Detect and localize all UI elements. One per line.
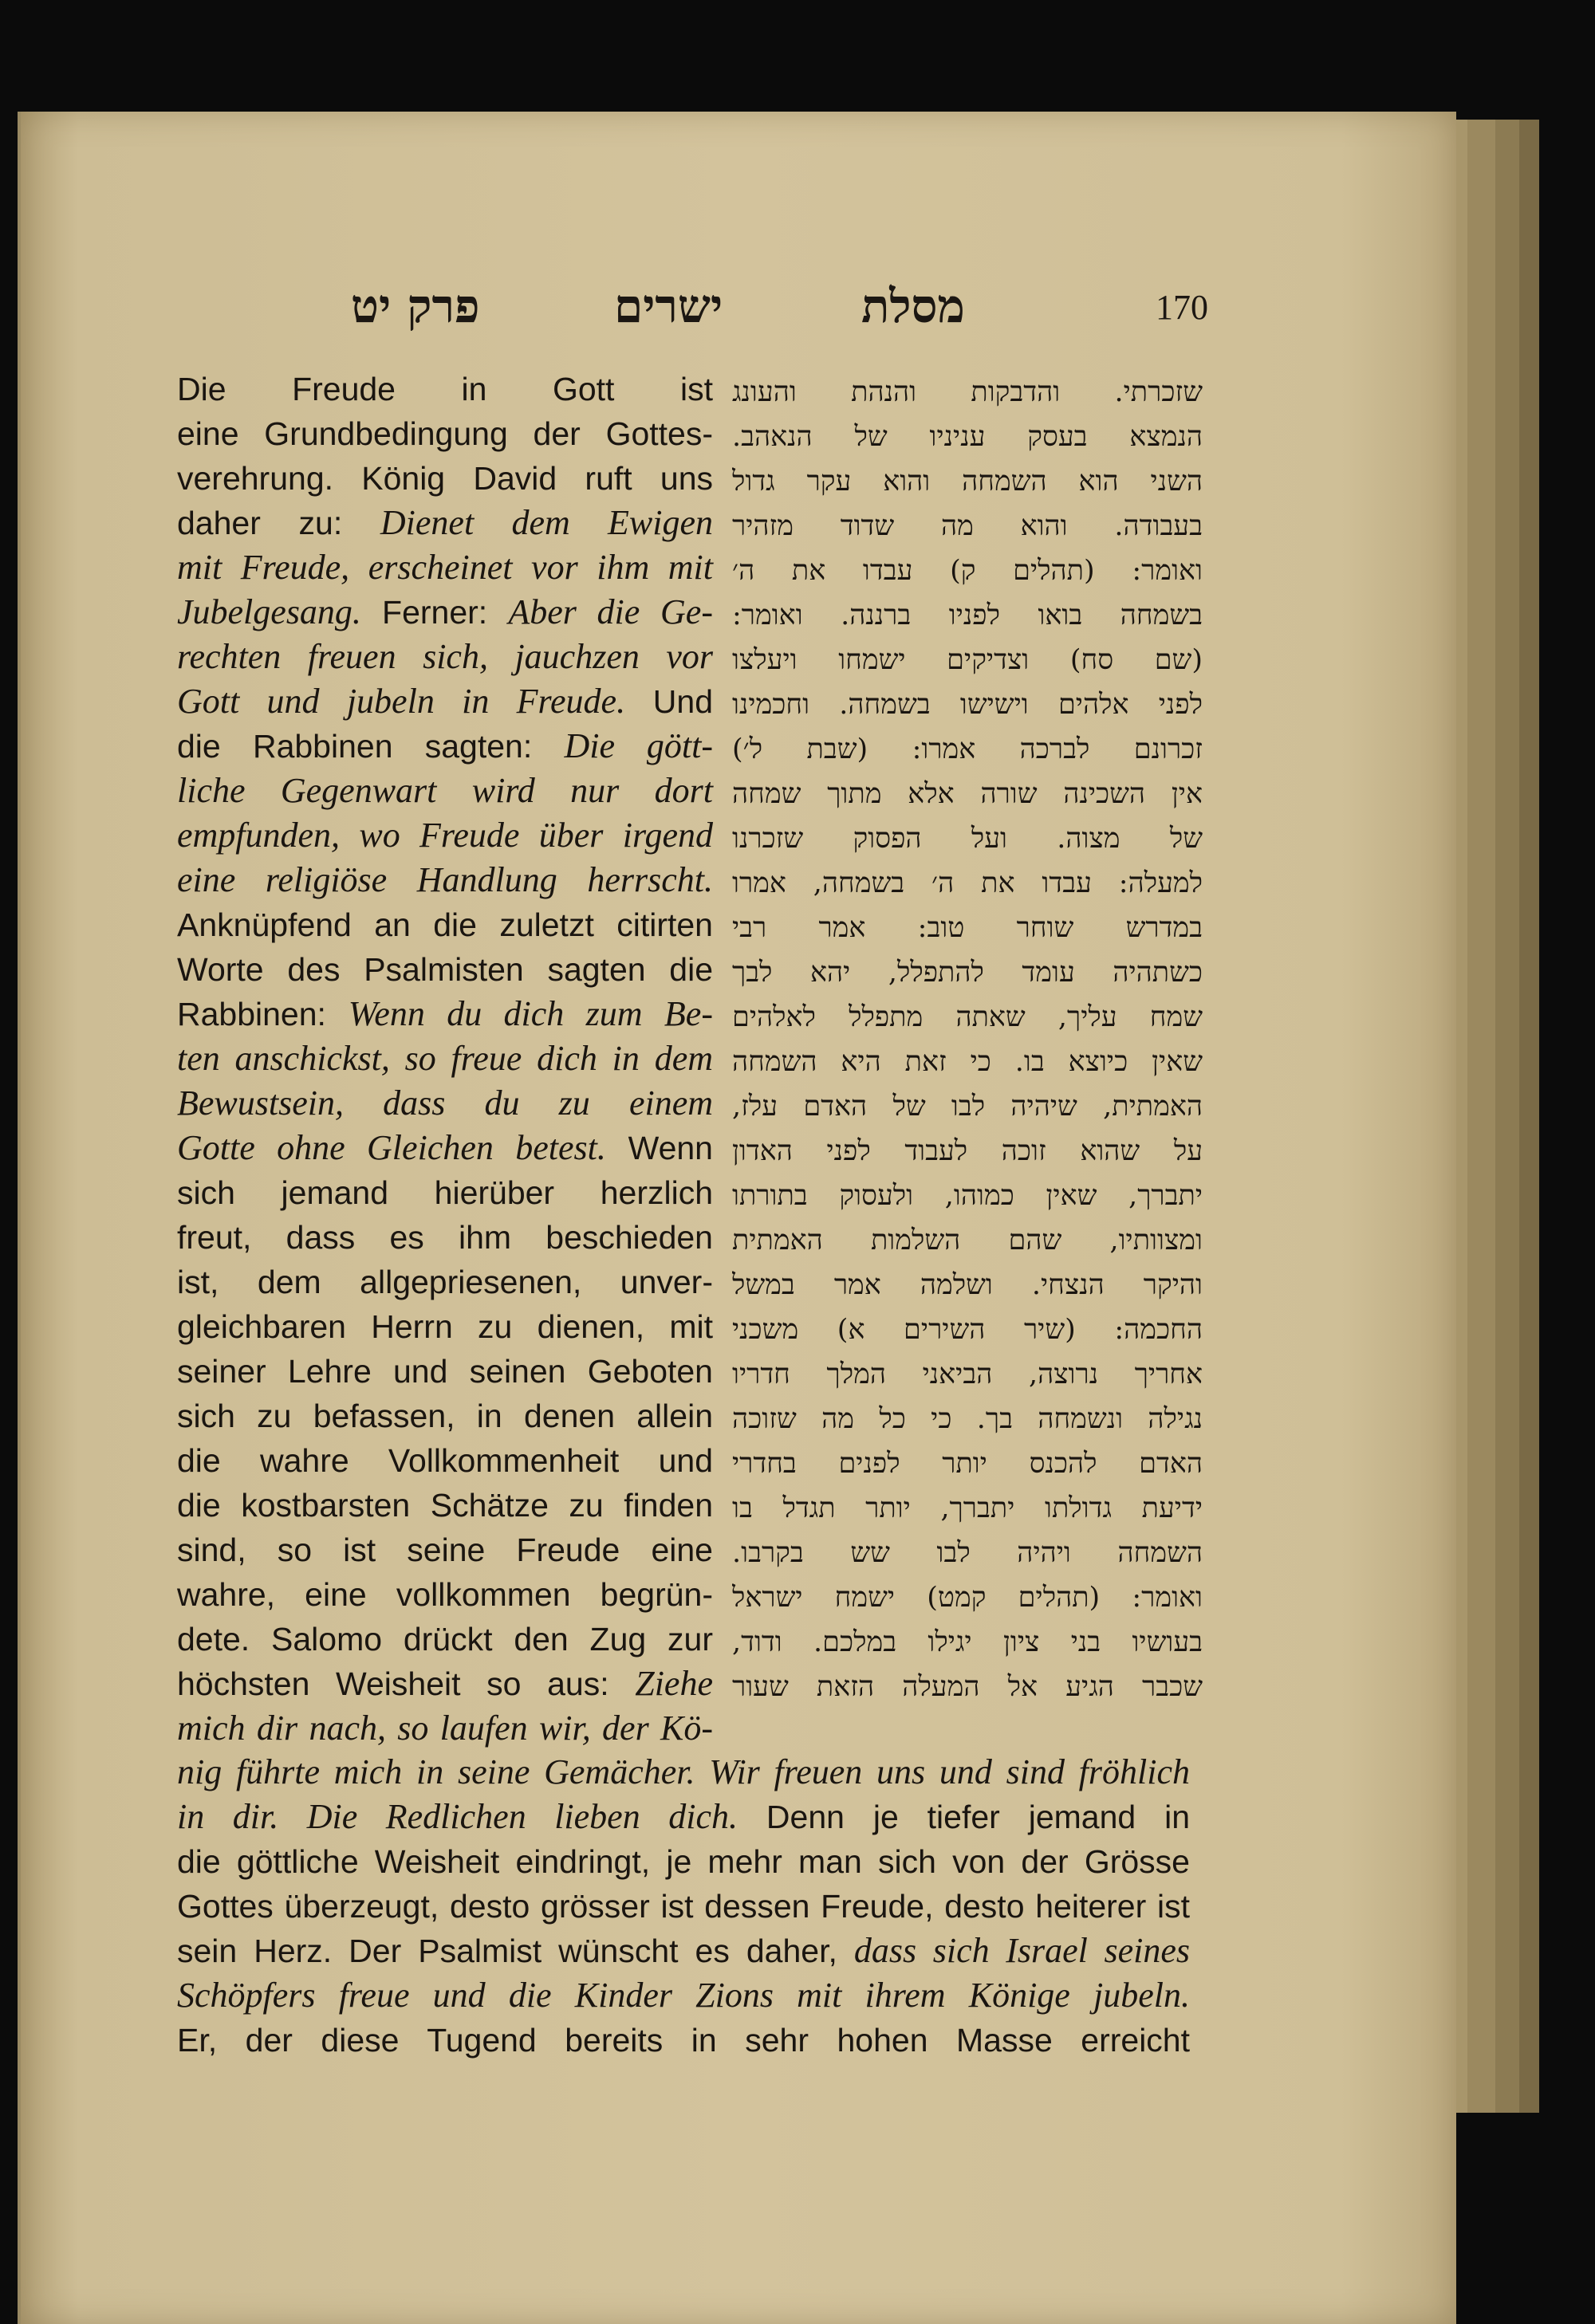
full-width-paragraph xyxy=(177,1750,1190,2063)
italic-quote-text: rechten freuen sich, jauchzen vor xyxy=(177,637,713,676)
text-run: Rabbinen: xyxy=(177,996,349,1032)
german-line xyxy=(177,590,713,635)
italic-quote-text: Aber die Ge- xyxy=(508,592,713,631)
german-column xyxy=(177,367,713,1751)
italic-quote-text: Ziehe xyxy=(635,1664,713,1703)
german-line xyxy=(177,1260,713,1304)
text-run: Gottes überzeugt, desto grösser ist dessen Freude, desto heiterer ist xyxy=(177,1888,1190,1925)
text-run: dete. Salomo drückt den Zug zur xyxy=(177,1621,713,1657)
hebrew-line: הנמצא בעסק עניניו של הנאהב. xyxy=(732,421,1203,453)
italic-quote-text: ten anschickst, so freue dich in dem xyxy=(177,1039,713,1078)
hebrew-line: (שם סח) וצדיקים ישמחו ויעלצו xyxy=(732,644,1203,676)
text-run: sich jemand hierüber herzlich xyxy=(177,1174,713,1211)
german-line xyxy=(177,1394,713,1438)
running-head-title-1: מסלת xyxy=(861,279,965,333)
page-number: 170 xyxy=(1156,288,1208,327)
text-run: gleichbaren Herrn zu dienen, mit xyxy=(177,1308,713,1345)
german-line xyxy=(177,1706,713,1751)
italic-quote-text: dass sich Israel seines xyxy=(853,1931,1190,1970)
hebrew-line: ואומר: (תהלים ק) עבדו את ה׳ xyxy=(732,555,1203,587)
hebrew-line: השני הוא השמחה והוא עקר גדול xyxy=(732,466,1203,497)
german-line xyxy=(177,813,713,858)
german-line xyxy=(177,1349,713,1394)
text-run: freut, dass es ihm beschieden xyxy=(177,1219,713,1256)
german-line xyxy=(177,1036,713,1081)
full-width-line xyxy=(177,1884,1190,1929)
hebrew-line: שאין כיוצא בו. כי זאת היא השמחה xyxy=(732,1046,1203,1078)
hebrew-line: ומצוותיו, שהם השלמות האמתית xyxy=(732,1225,1203,1256)
german-line xyxy=(177,1438,713,1483)
german-line xyxy=(177,769,713,813)
hebrew-line: זכרונם לברכה אמרו: (שבת ל׳) xyxy=(732,733,1203,765)
italic-quote-text: Die gött- xyxy=(564,726,713,765)
text-run: Die Freude in Gott ist xyxy=(177,371,713,407)
german-line xyxy=(177,501,713,545)
german-line xyxy=(177,411,713,456)
italic-quote-text: Jubelgesang. xyxy=(177,592,361,631)
full-width-line xyxy=(177,2018,1190,2063)
italic-quote-text: mit Freude, erscheinet vor ihm mit xyxy=(177,548,713,587)
text-run: sein Herz. Der Psalmist wünscht es daher, xyxy=(177,1933,854,1969)
text-run: die wahre Vollkommenheit und xyxy=(177,1442,713,1479)
text-run: Ferner: xyxy=(360,594,509,631)
running-head-title-2: ישרים xyxy=(614,279,723,333)
italic-quote-text: mich dir nach, so laufen wir, der Kö- xyxy=(177,1709,713,1748)
text-run: daher zu: xyxy=(177,505,380,541)
text-run: Er, der diese Tugend bereits in sehr hohen Masse erreicht xyxy=(177,2022,1190,2059)
text-run: höchsten Weisheit so aus: xyxy=(177,1665,636,1702)
german-line xyxy=(177,1081,713,1126)
german-line xyxy=(177,1304,713,1349)
page-stack-edge xyxy=(1495,120,1519,2113)
hebrew-line: במדרש שוחר טוב: אמר רבי xyxy=(732,912,1203,944)
text-run: die kostbarsten Schätze zu finden xyxy=(177,1487,713,1524)
text-run: Und xyxy=(625,683,714,720)
hebrew-line: שמח עליך, שאתה מתפלל לאלהים xyxy=(732,1001,1203,1033)
text-run: sich zu befassen, in denen allein xyxy=(177,1398,713,1434)
german-line xyxy=(177,545,713,590)
hebrew-line: השמחה ויהיה לבו שש בקרבו. xyxy=(732,1537,1203,1569)
text-run: ist, dem allgepriesenen, unver- xyxy=(177,1264,713,1300)
german-line xyxy=(177,1126,713,1170)
german-line xyxy=(177,1170,713,1215)
german-line xyxy=(177,1661,713,1706)
text-run: die göttliche Weisheit eindringt, je mehr man sich von der Grösse xyxy=(177,1843,1190,1880)
hebrew-line: בעושיו בני ציון יגילו במלכם. ודוד, xyxy=(732,1626,1203,1658)
italic-quote-text: Schöpfers freue und die Kinder Zions mit ihrem Könige jubeln. xyxy=(177,1976,1190,2015)
hebrew-line: נגילה ונשמחה בך. כי כל מה שזוכה xyxy=(732,1403,1203,1435)
hebrew-line: לפני אלהים וישישו בשמחה. וחכמינו xyxy=(732,689,1203,721)
hebrew-line: שכבר הגיע אל המעלה הזאת שעור xyxy=(732,1671,1203,1703)
full-width-line xyxy=(177,1795,1190,1839)
german-line xyxy=(177,1528,713,1572)
page-stack-edge xyxy=(1519,120,1539,2113)
hebrew-line: האמתית, שיהיה לבו של האדם עלז, xyxy=(732,1091,1203,1123)
hebrew-line: למעלה: עבדו את ה׳ בשמחה, אמרו xyxy=(732,867,1203,899)
italic-quote-text: Dienet dem Ewigen xyxy=(380,503,713,542)
italic-quote-text: in dir. Die Redlichen lieben dich. xyxy=(177,1797,738,1836)
full-width-line xyxy=(177,1750,1190,1795)
full-width-line xyxy=(177,1839,1190,1884)
german-line xyxy=(177,992,713,1036)
hebrew-line: והיקר הנצחי. ושלמה אמר במשל xyxy=(732,1269,1203,1301)
german-line xyxy=(177,1617,713,1661)
german-line xyxy=(177,1215,713,1260)
italic-quote-text: Bewustsein, dass du zu einem xyxy=(177,1083,713,1123)
text-run: die Rabbinen sagten: xyxy=(177,728,565,765)
german-line xyxy=(177,679,713,724)
hebrew-line: יתברך, שאין כמוהו, ולעסוק בתורתו xyxy=(732,1180,1203,1212)
text-run: eine Grundbedingung der Gottes- xyxy=(177,415,713,452)
german-line xyxy=(177,947,713,992)
german-line xyxy=(177,724,713,769)
italic-quote-text: liche Gegenwart wird nur dort xyxy=(177,771,713,810)
italic-quote-text: Gott und jubeln in Freude. xyxy=(177,682,626,721)
hebrew-line: כשתהיה עומד להתפלל, יהא לבך xyxy=(732,957,1203,989)
hebrew-line: שזכרתי. והדבקות והנהת והעונג xyxy=(732,376,1203,408)
hebrew-line: ידיעת גדולתו יתברך, יותר תגדל בו xyxy=(732,1492,1203,1524)
text-run: wahre, eine vollkommen begrün- xyxy=(177,1576,713,1613)
text-run: sind, so ist seine Freude eine xyxy=(177,1532,713,1568)
hebrew-line: החכמה: (שיר השירים א) משכני xyxy=(732,1314,1203,1346)
running-header xyxy=(351,279,1208,335)
text-run: Denn je tiefer jemand in xyxy=(738,1799,1190,1835)
hebrew-line: ואומר: (תהלים קמט) ישמח ישראל xyxy=(732,1582,1203,1614)
full-width-line xyxy=(177,1929,1190,1973)
german-line xyxy=(177,367,713,411)
hebrew-line: של מצוה. ועל הפסוק שזכרנו xyxy=(732,823,1203,855)
hebrew-line: האדם להכנס יותר לפנים בחדרי xyxy=(732,1448,1203,1480)
text-run: Worte des Psalmisten sagten die xyxy=(177,951,713,988)
text-run: seiner Lehre und seinen Geboten xyxy=(177,1353,713,1390)
hebrew-line: אין השכינה שורה אלא מתוך שמחה xyxy=(732,778,1203,810)
hebrew-line: בעבודה. והוא מה שדוד מזהיר xyxy=(732,510,1203,542)
italic-quote-text: Gotte ohne Gleichen betest. xyxy=(177,1128,606,1167)
text-run: Wenn xyxy=(605,1130,713,1166)
german-line xyxy=(177,902,713,947)
running-head-chapter: פרק יט xyxy=(351,279,480,333)
hebrew-line: על שהוא זוכה לעבוד לפני האדון xyxy=(732,1135,1203,1167)
hebrew-column xyxy=(732,370,1203,1709)
full-width-line xyxy=(177,1973,1190,2018)
german-line xyxy=(177,635,713,679)
text-run: Anknüpfend an die zuletzt citirten xyxy=(177,906,713,943)
italic-quote-text: nig führte mich in seine Gemächer. Wir freuen uns und sind fröhlich xyxy=(177,1752,1190,1791)
german-line xyxy=(177,1572,713,1617)
text-run: verehrung. König David ruft uns xyxy=(177,460,713,497)
german-line xyxy=(177,456,713,501)
hebrew-line: אחריך נרוצה, הביאני המלך חדריו xyxy=(732,1359,1203,1390)
german-line xyxy=(177,1483,713,1528)
german-line xyxy=(177,858,713,902)
italic-quote-text: eine religiöse Handlung herrscht. xyxy=(177,860,713,899)
italic-quote-text: Wenn du dich zum Be- xyxy=(348,994,713,1033)
hebrew-line: בשמחה בואו לפניו ברננה. ואומר: xyxy=(732,600,1203,631)
italic-quote-text: empfunden, wo Freude über irgend xyxy=(177,816,713,855)
page-stack-edge xyxy=(1467,120,1495,2113)
